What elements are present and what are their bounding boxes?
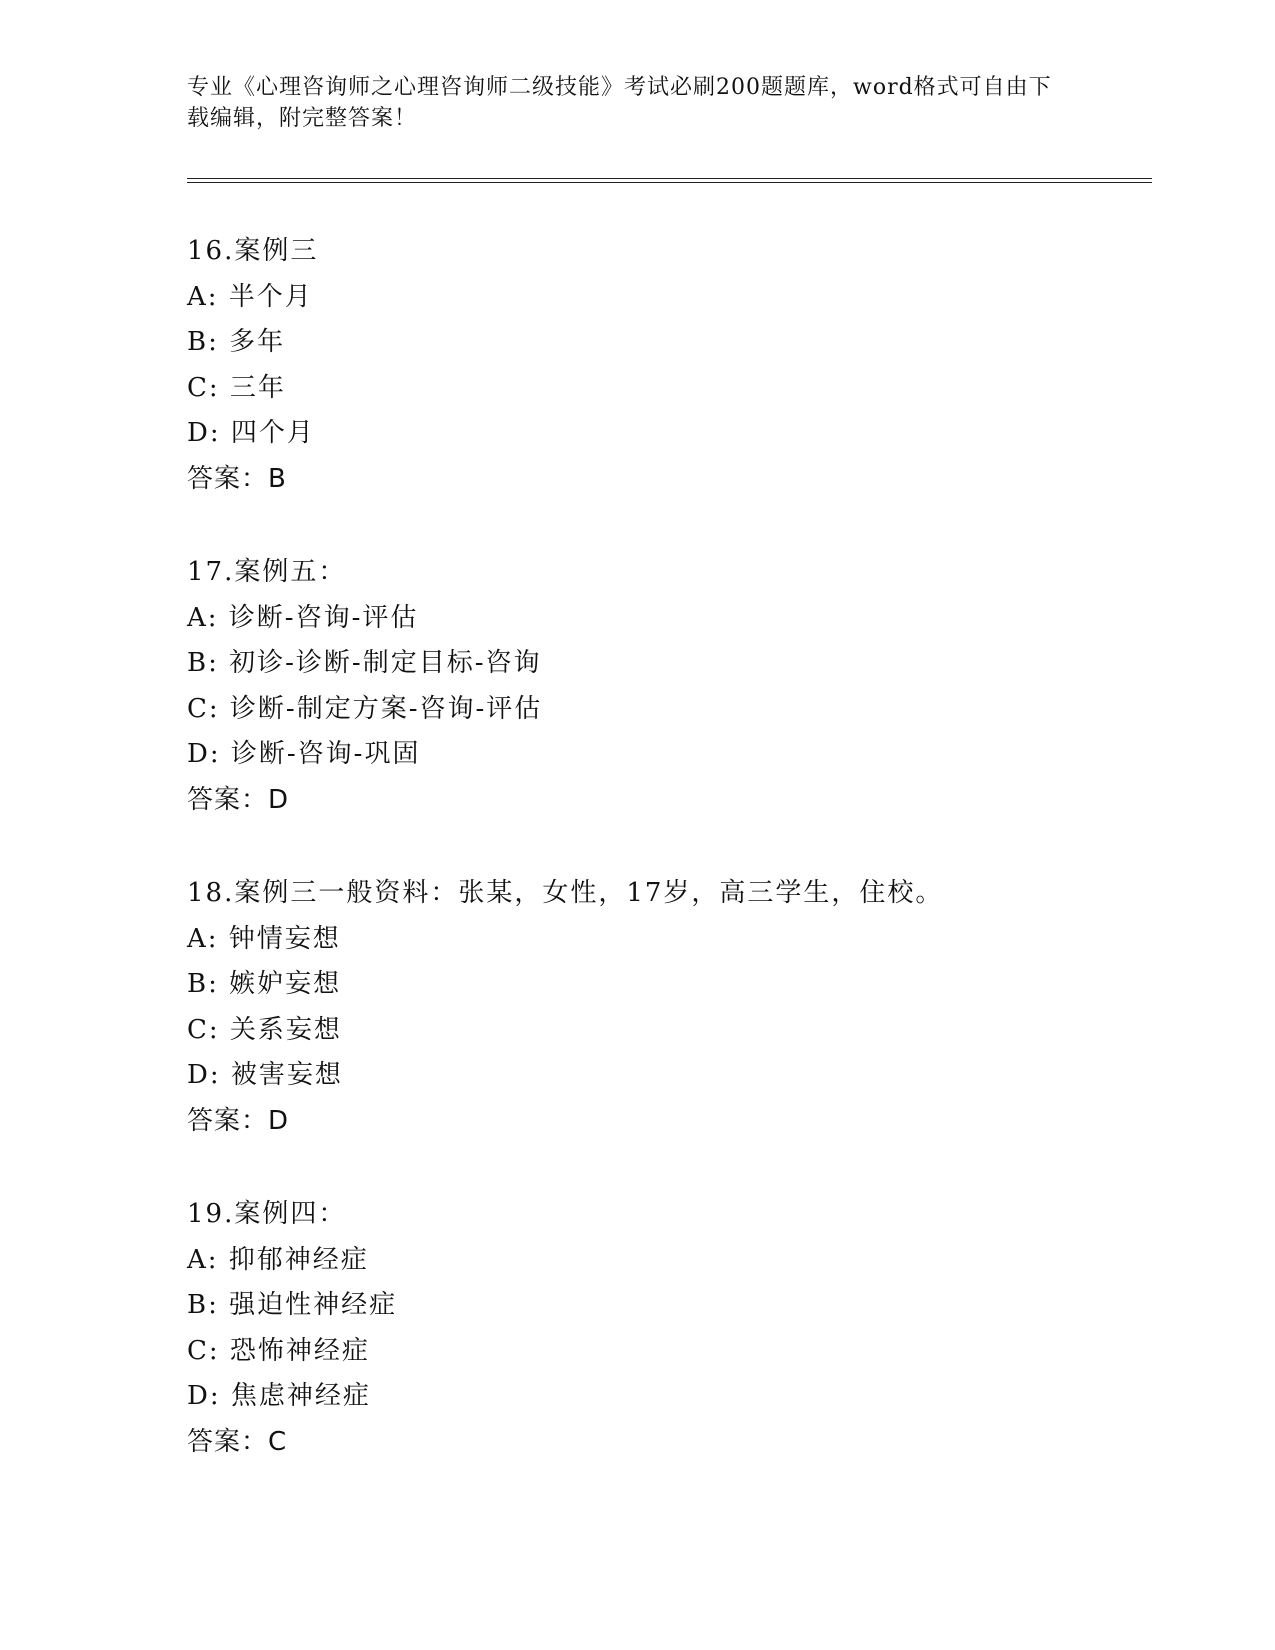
question-18 xyxy=(187,871,1152,1144)
option-b: B: 强迫性神经症 xyxy=(187,1290,398,1320)
option-d: D: 诊断-咨询-巩固 xyxy=(187,739,421,769)
question-16 xyxy=(187,229,1152,502)
question-stem: 19.案例四： xyxy=(187,1199,347,1229)
option-b: B: 初诊-诊断-制定目标-咨询 xyxy=(187,648,542,678)
option-a: A: 抑郁神经症 xyxy=(187,1244,369,1275)
question-17 xyxy=(187,550,1152,823)
option-c: C: 关系妄想 xyxy=(187,1014,342,1045)
option-a: A: 钟情妄想 xyxy=(187,923,341,954)
document-page xyxy=(187,0,1152,1650)
question-stem: 16.案例三 xyxy=(187,236,319,266)
option-d: D: 被害妄想 xyxy=(187,1060,343,1090)
option-c: C: 恐怖神经症 xyxy=(187,1335,370,1366)
option-b: B: 嫉妒妄想 xyxy=(187,969,342,999)
question-stem: 17.案例五： xyxy=(187,557,347,587)
answer-line: 答案：D xyxy=(187,784,290,815)
option-d: D: 四个月 xyxy=(187,418,315,448)
question-stem: 18.案例三一般资料：张某，女性，17岁，高三学生，住校。 xyxy=(187,878,944,908)
option-d: D: 焦虑神经症 xyxy=(187,1381,371,1411)
option-c: C: 诊断-制定方案-咨询-评估 xyxy=(187,693,543,724)
document-header: 专业《心理咨询师之心理咨询师二级技能》考试必刷200题题库，word格式可自由下载编辑，附完整答案！ xyxy=(187,75,1052,131)
option-c: C: 三年 xyxy=(187,372,286,403)
answer-line: 答案：C xyxy=(187,1426,288,1457)
header-divider xyxy=(187,178,1152,183)
option-b: B: 多年 xyxy=(187,327,286,357)
question-19 xyxy=(187,1192,1152,1465)
answer-line: 答案：B xyxy=(187,463,287,494)
option-a: A: 半个月 xyxy=(187,281,313,312)
option-a: A: 诊断-咨询-评估 xyxy=(187,602,419,633)
answer-line: 答案：D xyxy=(187,1105,290,1136)
